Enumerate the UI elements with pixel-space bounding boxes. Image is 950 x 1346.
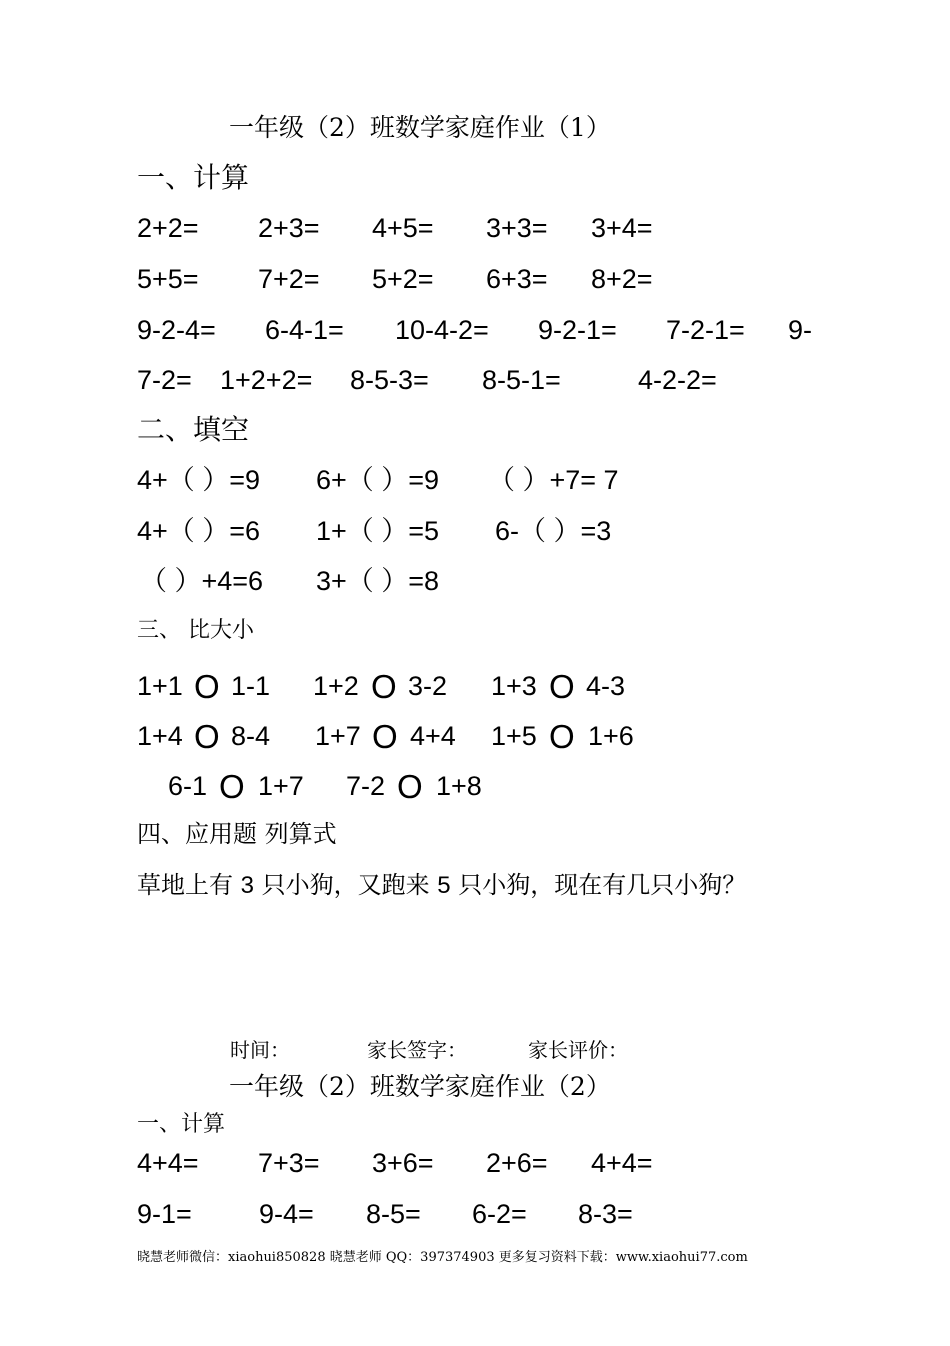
- compare-left: 6-1: [168, 771, 208, 801]
- compare-left: 1+3: [491, 671, 537, 701]
- hw1-compare-row2: [0, 718, 950, 755]
- word-problem-text: [137, 873, 746, 898]
- fill-item: 3+（ ）=8: [316, 566, 440, 596]
- hw1-signature-line: [0, 1038, 950, 1062]
- hw2-title-line: [0, 1072, 950, 1101]
- problem-item: 3+3=: [486, 213, 548, 243]
- problem-item: 10-4-2=: [395, 315, 489, 345]
- problem-item: 4+5=: [372, 213, 434, 243]
- fill-item: （ ）+4=6: [140, 566, 264, 596]
- compare-left: 1+4: [137, 721, 183, 751]
- hw2-section1-line: [0, 1112, 950, 1137]
- hw2-section1-heading: 一、计算: [137, 1112, 226, 1137]
- problem-item: 5+2=: [372, 264, 434, 294]
- hw1-section1-heading: 一、计算: [137, 161, 250, 194]
- word-problem-part: 草地上有: [137, 871, 241, 899]
- hw1-word-problem: [0, 871, 950, 899]
- compare-circle: O: [219, 768, 245, 805]
- compare-circle: O: [372, 718, 398, 755]
- hw1-title-line: [0, 113, 950, 142]
- fill-item: （ ）+7= 7: [488, 465, 619, 495]
- hw1-calc-row3: [0, 315, 950, 345]
- word-problem-part: 只小狗，又跑来: [254, 871, 438, 899]
- footer-line: [0, 1250, 950, 1265]
- hw1-calc-row2: [0, 264, 950, 294]
- problem-item: 4+4=: [137, 1148, 199, 1178]
- compare-left: 1+1: [137, 671, 183, 701]
- fill-item: 4+（ ）=6: [137, 516, 261, 546]
- problem-item: 2+3=: [258, 213, 320, 243]
- problem-item: 7-2=: [137, 365, 192, 395]
- hw1-fill-row2: [0, 516, 950, 546]
- problem-item: 6-4-1=: [265, 315, 344, 345]
- hw1-fill-row3: [0, 566, 950, 596]
- hw1-compare-row1: [0, 668, 950, 705]
- problem-item: 1+2+2=: [220, 365, 313, 395]
- compare-left: 1+7: [315, 721, 361, 751]
- compare-circle: O: [194, 718, 220, 755]
- problem-item: 2+2=: [137, 213, 199, 243]
- problem-item: 8-5-1=: [482, 365, 561, 395]
- hw1-section2-line: [0, 413, 950, 446]
- problem-item: 2+6=: [486, 1148, 548, 1178]
- problem-item: 4+4=: [591, 1148, 653, 1178]
- compare-right: 4+4: [410, 721, 456, 751]
- time-label: 时间：: [230, 1038, 290, 1062]
- compare-right: 1+6: [588, 721, 634, 751]
- parent-sign-label: 家长签字：: [367, 1038, 467, 1062]
- fill-item: 6-（ ）=3: [495, 516, 612, 546]
- hw1-compare-row3: [0, 768, 950, 805]
- word-problem-number: 3: [240, 872, 254, 899]
- problem-item: 3+6=: [372, 1148, 434, 1178]
- problem-item: 8-3=: [578, 1199, 633, 1229]
- problem-item: 3+4=: [591, 213, 653, 243]
- compare-circle: O: [371, 668, 397, 705]
- hw2-title: 一年级（2）班数学家庭作业（2）: [229, 1072, 611, 1101]
- compare-circle: O: [397, 768, 423, 805]
- problem-item: 8-5-3=: [350, 365, 429, 395]
- word-problem-part: 只小狗，现在有几只小狗？: [450, 871, 747, 899]
- hw1-section4-line: [0, 820, 950, 848]
- problem-item: 9-4=: [259, 1199, 314, 1229]
- compare-right: 3-2: [408, 671, 448, 701]
- problem-item: 9-2-1=: [538, 315, 617, 345]
- problem-item: 5+5=: [137, 264, 199, 294]
- hw2-calc-row2: [0, 1199, 950, 1229]
- fill-item: 6+（ ）=9: [316, 465, 440, 495]
- compare-right: 1+7: [258, 771, 304, 801]
- problem-item: 6-2=: [472, 1199, 527, 1229]
- problem-item: 9-: [788, 315, 813, 345]
- problem-item: 9-1=: [137, 1199, 192, 1229]
- hw1-title: 一年级（2）班数学家庭作业（1）: [229, 113, 611, 142]
- compare-left: 7-2: [346, 771, 386, 801]
- compare-right: 8-4: [231, 721, 271, 751]
- problem-item: 7+3=: [258, 1148, 320, 1178]
- hw1-section2-heading: 二、填空: [137, 413, 250, 446]
- hw2-calc-row1: [0, 1148, 950, 1178]
- hw1-section3-heading: 三、 比大小: [137, 618, 254, 643]
- hw1-section3-line: [0, 618, 950, 643]
- hw1-section4-heading: 四、应用题 列算式: [137, 820, 337, 848]
- problem-item: 6+3=: [486, 264, 548, 294]
- problem-item: 9-2-4=: [137, 315, 216, 345]
- word-problem-number: 5: [437, 872, 451, 899]
- footer-text: 晓慧老师微信：xiaohui850828 晓慧老师 QQ：397374903 更多复习资料下载：www.xiaohui77.com: [137, 1250, 748, 1265]
- hw1-section1-line: [0, 161, 950, 194]
- parent-eval-label: 家长评价：: [528, 1038, 628, 1062]
- compare-right: 1-1: [231, 671, 271, 701]
- compare-left: 1+5: [491, 721, 537, 751]
- fill-item: 4+（ ）=9: [137, 465, 261, 495]
- compare-circle: O: [549, 668, 575, 705]
- problem-item: 7-2-1=: [666, 315, 745, 345]
- problem-item: 7+2=: [258, 264, 320, 294]
- fill-item: 1+（ ）=5: [316, 516, 440, 546]
- problem-item: 4-2-2=: [638, 365, 717, 395]
- compare-right: 1+8: [436, 771, 482, 801]
- hw1-calc-row1: [0, 213, 950, 243]
- compare-right: 4-3: [586, 671, 626, 701]
- compare-circle: O: [549, 718, 575, 755]
- problem-item: 8-5=: [366, 1199, 421, 1229]
- problem-item: 8+2=: [591, 264, 653, 294]
- hw1-calc-row4: [0, 365, 950, 395]
- hw1-fill-row1: [0, 465, 950, 495]
- compare-circle: O: [194, 668, 220, 705]
- compare-left: 1+2: [313, 671, 359, 701]
